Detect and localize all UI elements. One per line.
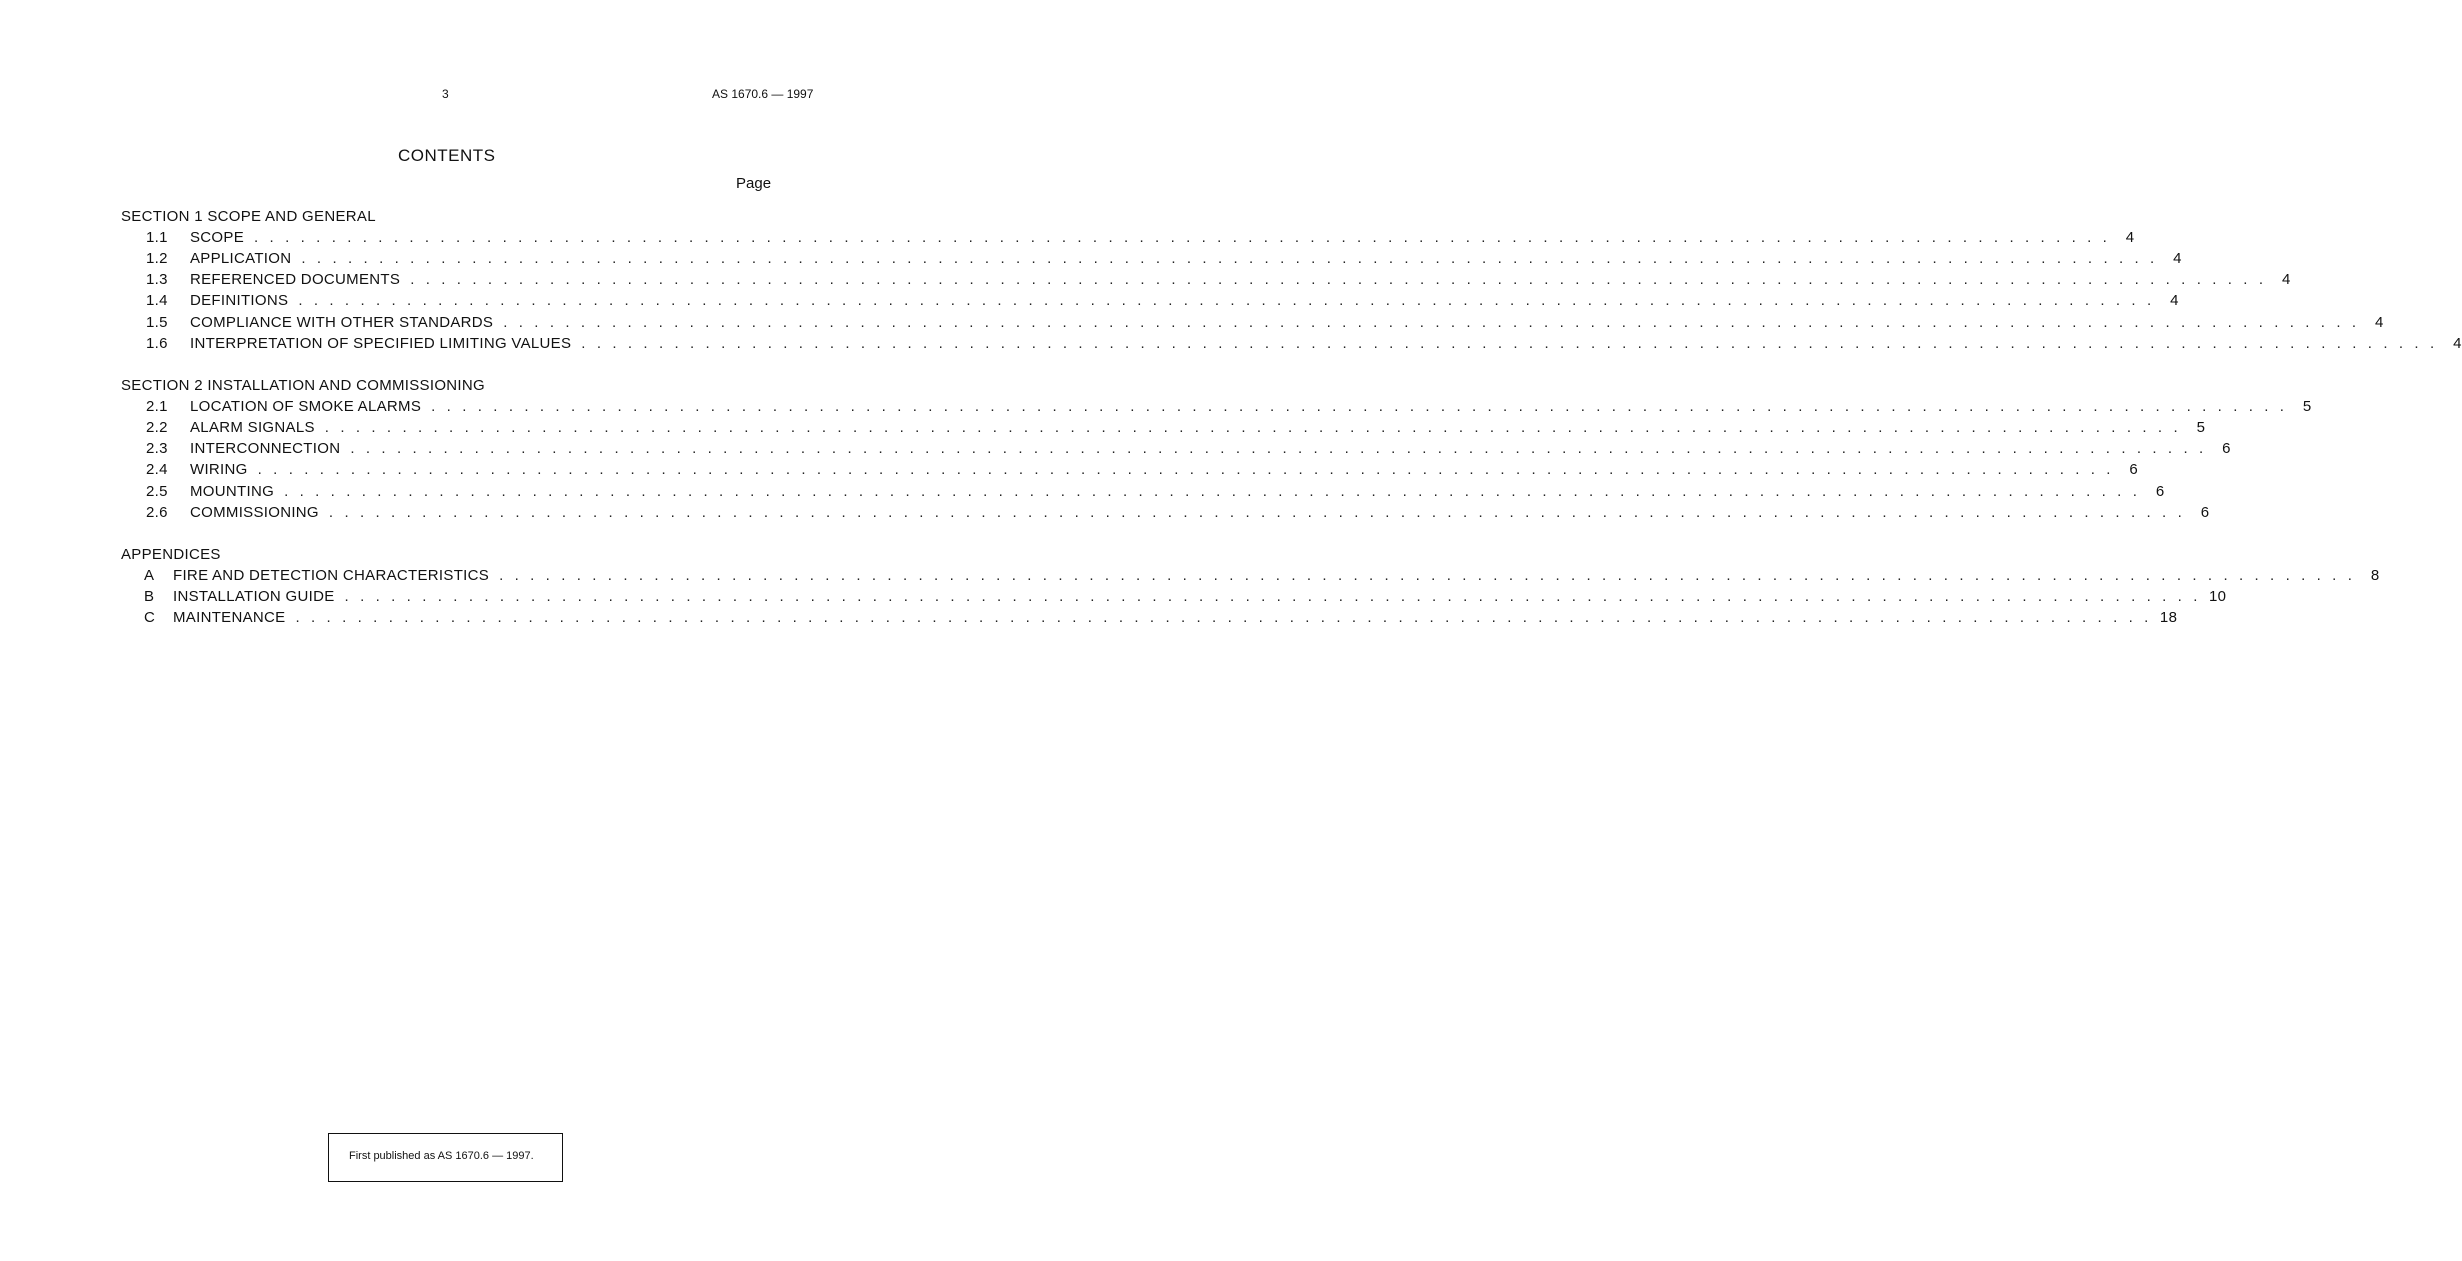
entry-page-number: 4 bbox=[2453, 334, 2462, 352]
toc-entry[interactable] bbox=[146, 503, 2210, 524]
entry-title: REFERENCED DOCUMENTS bbox=[190, 271, 401, 289]
contents-title: CONTENTS bbox=[398, 146, 496, 165]
entry-number: C bbox=[144, 609, 156, 627]
entry-page-number: 4 bbox=[2281, 271, 2291, 289]
entry-title: WIRING bbox=[190, 461, 248, 479]
dot-leader: . . . . . . . . . . . . . . . . . . . . . . . . . . . . . . . . . . . . . . . . . . . . . . . . . . . . . . . . . . . . . . . . . . . . . . . . . . . . . . . . . . . . . . . . . . . . . . . . . . . . . . . . . . . . . . . . . . . . . . . . bbox=[499, 567, 2356, 585]
entry-page-number: 4 bbox=[2173, 250, 2182, 268]
dot-leader: . . . . . . . . . . . . . . . . . . . . . . . . . . . . . . . . . . . . . . . . . . . . . . . . . . . . . . . . . . . . . . . . . . . . . . . . . . . . . . . . . . . . . . . . . . . . . . . . . . . . . . . . . . . . . . . . . . . . . . . . bbox=[344, 588, 2201, 606]
entry-number: 1.6 bbox=[146, 334, 168, 352]
entry-number: 2.6 bbox=[146, 503, 168, 521]
entry-title: FIRE AND DETECTION CHARACTERISTICS bbox=[173, 567, 490, 585]
toc-entry[interactable] bbox=[144, 567, 2380, 587]
toc-entry[interactable] bbox=[144, 609, 2178, 629]
dot-leader: . . . . . . . . . . . . . . . . . . . . . . . . . . . . . . . . . . . . . . . . . . . . . . . . . . . . . . . . . . . . . . . . . . . . . . . . . . . . . . . . . . . . . . . . . . . . . . . . . . . . . . . . . . . . . . . . . . . . . . . . bbox=[350, 440, 2207, 458]
toc-entry[interactable] bbox=[146, 292, 2179, 312]
dot-leader: . . . . . . . . . . . . . . . . . . . . . . . . . . . . . . . . . . . . . . . . . . . . . . . . . . . . . . . . . . . . . . . . . . . . . . . . . . . . . . . . . . . . . . . . . . . . . . . . . . . . . . . . . . . . . . . . . . . . . . . . bbox=[257, 461, 2115, 479]
entry-title: COMPLIANCE WITH OTHER STANDARDS bbox=[190, 313, 494, 331]
entry-number: 2.3 bbox=[146, 440, 168, 458]
entry-title: SCOPE bbox=[190, 229, 245, 247]
entry-page-number: 4 bbox=[2375, 313, 2384, 331]
dot-leader: . . . . . . . . . . . . . . . . . . . . . . . . . . . . . . . . . . . . . . . . . . . . . . . . . . . . . . . . . . . . . . . . . . . . . . . . . . . . . . . . . . . . . . . . . . . . . . . . . . . . . . . . . . . . . . . . . . . . . . . . bbox=[295, 609, 2152, 627]
entry-number: 2.4 bbox=[146, 461, 168, 479]
entry-title: ALARM SIGNALS bbox=[190, 419, 315, 437]
entry-page-number: 5 bbox=[2196, 419, 2206, 437]
toc-entry[interactable] bbox=[146, 334, 2462, 355]
entry-page-number: 6 bbox=[2200, 503, 2210, 521]
entry-number: 1.1 bbox=[146, 229, 168, 247]
entry-title: APPLICATION bbox=[190, 250, 292, 268]
toc-entry[interactable] bbox=[146, 229, 2135, 249]
toc-entry[interactable] bbox=[144, 588, 2227, 608]
toc-entry[interactable] bbox=[146, 440, 2231, 460]
entry-number: B bbox=[144, 588, 155, 606]
toc-entry[interactable] bbox=[146, 250, 2182, 270]
entry-number: 1.4 bbox=[146, 292, 168, 310]
entry-page-number: 6 bbox=[2222, 440, 2231, 458]
toc-entry[interactable] bbox=[146, 398, 2312, 418]
entry-number: A bbox=[144, 567, 155, 585]
dot-leader: . . . . . . . . . . . . . . . . . . . . . . . . . . . . . . . . . . . . . . . . . . . . . . . . . . . . . . . . . . . . . . . . . . . . . . . . . . . . . . . . . . . . . . . . . . . . . . . . . . . . . . . . . . . . . . . . . . . . . . . . bbox=[254, 229, 2111, 247]
entry-title: MAINTENANCE bbox=[173, 609, 286, 627]
dot-leader: . . . . . . . . . . . . . . . . . . . . . . . . . . . . . . . . . . . . . . . . . . . . . . . . . . . . . . . . . . . . . . . . . . . . . . . . . . . . . . . . . . . . . . . . . . . . . . . . . . . . . . . . . . . . . . . . . . . . . . . . bbox=[431, 398, 2288, 416]
toc-entry[interactable] bbox=[146, 271, 2291, 291]
entry-title: MOUNTING bbox=[190, 482, 275, 500]
entry-title: INTERPRETATION OF SPECIFIED LIMITING VALUES bbox=[190, 334, 572, 352]
dot-leader: . . . . . . . . . . . . . . . . . . . . . . . . . . . . . . . . . . . . . . . . . . . . . . . . . . . . . . . . . . . . . . . . . . . . . . . . . . . . . . . . . . . . . . . . . . . . . . . . . . . . . . . . . . . . . . . . . . . . . . . . bbox=[581, 334, 2438, 352]
first-published-note: First published as AS 1670.6 — 1997. bbox=[349, 1150, 534, 1162]
section-title: SECTION 1 SCOPE AND GENERAL bbox=[121, 208, 376, 225]
section-title: APPENDICES bbox=[121, 546, 221, 563]
entry-title: INSTALLATION GUIDE bbox=[173, 588, 335, 606]
entry-page-number: 8 bbox=[2370, 567, 2380, 585]
toc-entry[interactable] bbox=[146, 313, 2384, 334]
entry-title: DEFINITIONS bbox=[190, 292, 289, 310]
entry-number: 2.5 bbox=[146, 482, 168, 500]
entry-page-number: 6 bbox=[2155, 482, 2165, 500]
entry-number: 2.2 bbox=[146, 419, 168, 437]
entry-title: COMMISSIONING bbox=[190, 503, 319, 521]
first-published-box bbox=[328, 1133, 563, 1182]
dot-leader: . . . . . . . . . . . . . . . . . . . . . . . . . . . . . . . . . . . . . . . . . . . . . . . . . . . . . . . . . . . . . . . . . . . . . . . . . . . . . . . . . . . . . . . . . . . . . . . . . . . . . . . . . . . . . . . . . . . . . . . . bbox=[284, 482, 2141, 500]
entry-page-number: 6 bbox=[2129, 461, 2139, 479]
page-number: 3 bbox=[442, 87, 449, 101]
toc-entry[interactable] bbox=[146, 461, 2139, 481]
section-title: SECTION 2 INSTALLATION AND COMMISSIONING bbox=[121, 377, 485, 394]
page-column-label: Page bbox=[736, 175, 772, 192]
dot-leader: . . . . . . . . . . . . . . . . . . . . . . . . . . . . . . . . . . . . . . . . . . . . . . . . . . . . . . . . . . . . . . . . . . . . . . . . . . . . . . . . . . . . . . . . . . . . . . . . . . . . . . . . . . . . . . . . . . . . . . . . bbox=[328, 503, 2186, 521]
entry-page-number: 5 bbox=[2302, 398, 2312, 416]
dot-leader: . . . . . . . . . . . . . . . . . . . . . . . . . . . . . . . . . . . . . . . . . . . . . . . . . . . . . . . . . . . . . . . . . . . . . . . . . . . . . . . . . . . . . . . . . . . . . . . . . . . . . . . . . . . . . . . . . . . . . . . . bbox=[503, 313, 2360, 331]
entry-title: INTERCONNECTION bbox=[190, 440, 341, 458]
entry-page-number: 18 bbox=[2159, 609, 2178, 627]
entry-page-number: 4 bbox=[2125, 229, 2135, 247]
dot-leader: . . . . . . . . . . . . . . . . . . . . . . . . . . . . . . . . . . . . . . . . . . . . . . . . . . . . . . . . . . . . . . . . . . . . . . . . . . . . . . . . . . . . . . . . . . . . . . . . . . . . . . . . . . . . . . . . . . . . . . . . bbox=[298, 292, 2155, 310]
dot-leader: . . . . . . . . . . . . . . . . . . . . . . . . . . . . . . . . . . . . . . . . . . . . . . . . . . . . . . . . . . . . . . . . . . . . . . . . . . . . . . . . . . . . . . . . . . . . . . . . . . . . . . . . . . . . . . . . . . . . . . . . bbox=[410, 271, 2267, 289]
entry-title: LOCATION OF SMOKE ALARMS bbox=[190, 398, 422, 416]
entry-number: 1.3 bbox=[146, 271, 168, 289]
entry-number: 2.1 bbox=[146, 398, 168, 416]
toc-entry[interactable] bbox=[146, 419, 2206, 439]
standard-identifier: AS 1670.6 — 1997 bbox=[712, 87, 814, 101]
entry-page-number: 4 bbox=[2170, 292, 2179, 310]
dot-leader: . . . . . . . . . . . . . . . . . . . . . . . . . . . . . . . . . . . . . . . . . . . . . . . . . . . . . . . . . . . . . . . . . . . . . . . . . . . . . . . . . . . . . . . . . . . . . . . . . . . . . . . . . . . . . . . . . . . . . . . . bbox=[301, 250, 2158, 268]
entry-page-number: 10 bbox=[2208, 588, 2227, 606]
entry-number: 1.2 bbox=[146, 250, 168, 268]
entry-number: 1.5 bbox=[146, 313, 168, 331]
dot-leader: . . . . . . . . . . . . . . . . . . . . . . . . . . . . . . . . . . . . . . . . . . . . . . . . . . . . . . . . . . . . . . . . . . . . . . . . . . . . . . . . . . . . . . . . . . . . . . . . . . . . . . . . . . . . . . . . . . . . . . . . bbox=[324, 419, 2182, 437]
toc-entry[interactable] bbox=[146, 482, 2165, 503]
